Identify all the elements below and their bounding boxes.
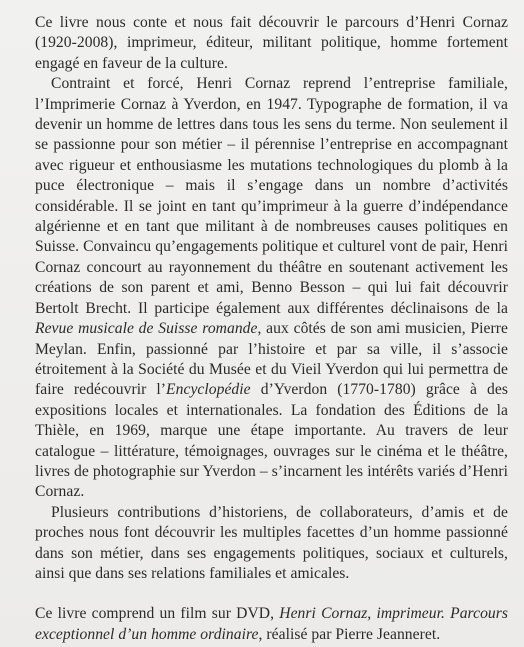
- biography-text-1: Contraint et forcé, Henri Cornaz reprend l’entreprise familiale, l’Imprimerie Cornaz à Yverdon, en 1947. Typographe de formation, il va devenir un homme de lettres dans tous les sens du terme. Non seulement il se passionne pour son métier – il pérennise l’entreprise en accompagnant avec rigueur et enthousiasme les mutations technologiques du plomb à la puce électronique – mais il s’engage dans un nombre d’activités considérable. Il se joint en tant qu’imprimeur à la guerre d’indépendance algérienne et en tant que militant à de nombreuses causes politiques en Suisse. Convaincu qu’engagements politique et culturel vont de pair, Henri Cornaz concourt au rayonnement du théâtre en soutenant activement les créations de son parent et ami, Benno Besson – qui lui fait découvrir Bertolt Brecht. Il participe également aux différentes déclinaisons de la: [35, 75, 508, 317]
- biography-text-2: , aux côtés de son ami musicien, Pierre Meylan. Enfin, passionné par l’histoire et par sa ville, il s’associe étroitement à la Société du Musée et du Vieil Yverdon qui lui permettra de faire redécouvrir l’: [35, 320, 508, 399]
- dvd-text-1: Ce livre comprend un film sur DVD,: [35, 605, 280, 623]
- biography-paragraph: [35, 74, 508, 503]
- dvd-text-2: , réalisé par Pierre Jeanneret.: [258, 625, 441, 643]
- biography-text-3: d’Yverdon (1770-1780) grâce à des expositions locales et internationales. La fondation des Éditions de la Thièle, en 1969, marque une étape importante. Au travers de leur catalogue – littérature, témoignages, ouvrages sur le cinéma et le théâtre, livres de photographie sur Yverdon – s’incarnent les intérêts variés d’Henri Cornaz.: [35, 381, 508, 501]
- contributions-text: Plusieurs contributions d’historiens, de collaborateurs, d’amis et de proches nous font découvrir les multiples facettes d’un homme passionné dans son métier, dans ses engagements politiques, sociaux et culturels, ainsi que dans ses relations familiales et amicales.: [35, 503, 508, 582]
- contributions-paragraph: [35, 503, 508, 585]
- intro-paragraph: [35, 13, 508, 74]
- dvd-paragraph: [35, 604, 508, 645]
- revue-title: Revue musicale de Suisse romande: [35, 320, 258, 338]
- blurb-text: [35, 13, 508, 645]
- paragraph-spacer: [35, 584, 508, 604]
- encyclopedie-title: Encyclopédie: [166, 381, 251, 399]
- film-title: Henri Cornaz, imprimeur. Parcours exceptionnel d’un homme ordinaire: [35, 605, 508, 643]
- intro-text: Ce livre nous conte et nous fait découvrir le parcours d’Henri Cornaz (1920-2008), imprimeur, éditeur, militant politique, homme fortement engagé en faveur de la culture.: [35, 14, 508, 72]
